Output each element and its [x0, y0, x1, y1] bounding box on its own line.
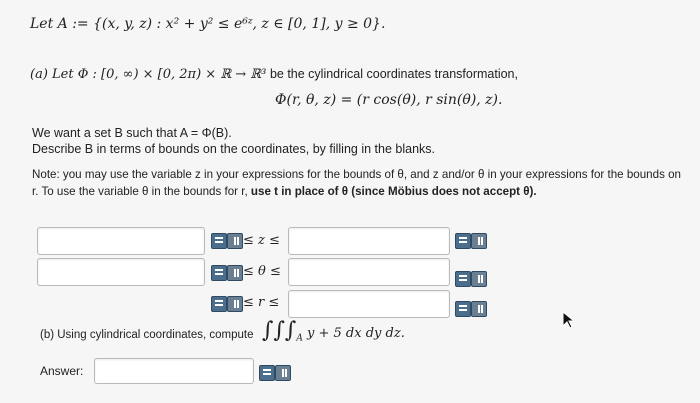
equation-editor-icon[interactable] — [455, 271, 471, 287]
task-instruction: Describe B in terms of bounds on the coordinates, by filling in the blanks. — [32, 142, 435, 156]
note-line-2-bold: use t in place of θ (since Möbius does not accept θ). — [247, 185, 537, 198]
equation-editor-icon[interactable] — [211, 233, 227, 249]
transform-description: be the cylindrical coordinates transformation, — [269, 67, 518, 81]
mouse-cursor-icon — [562, 311, 576, 329]
preview-icon[interactable] — [275, 365, 291, 381]
preview-icon[interactable] — [227, 233, 243, 249]
preview-icon[interactable] — [227, 265, 243, 281]
triple-integral — [262, 318, 405, 344]
theta-lower-bound-input[interactable] — [37, 258, 205, 286]
equation-editor-icon[interactable] — [455, 301, 471, 317]
integral-sign: ∫∫∫ — [262, 318, 297, 343]
transform-formula: Φ(r, θ, z) = (r cos(θ), r sin(θ), z). — [275, 92, 503, 108]
integral-domain: A — [296, 333, 303, 344]
preview-icon[interactable] — [471, 271, 487, 287]
z-relation: ≤ z ≤ — [243, 233, 280, 248]
r-relation: ≤ r ≤ — [243, 295, 280, 310]
equation-editor-icon[interactable] — [259, 365, 275, 381]
preview-icon[interactable] — [471, 233, 487, 249]
task-statement: We want a set B such that A = Φ(B). — [32, 126, 232, 140]
note-line-2 — [32, 185, 537, 198]
preview-icon[interactable] — [227, 296, 243, 312]
answer-input[interactable] — [94, 358, 254, 384]
set-definition: Let A := {(x, y, z) : x² + y² ≤ e⁶ᶻ, z ∈ [0, 1], y ≥ 0}. — [30, 16, 386, 32]
theta-upper-bound-input[interactable] — [288, 258, 450, 286]
note-line-1: Note: you may use the variable z in your expressions for the bounds of θ, and z and/or θ in your expressions for the bounds on — [32, 168, 681, 181]
integrand: y + 5 dx dy dz. — [307, 326, 405, 341]
preview-icon[interactable] — [471, 301, 487, 317]
r-upper-bound-input[interactable] — [288, 290, 450, 318]
part-b-prompt: (b) Using cylindrical coordinates, compute — [40, 329, 254, 341]
equation-editor-icon[interactable] — [211, 296, 227, 312]
z-upper-bound-input[interactable] — [288, 227, 450, 255]
answer-label: Answer: — [40, 364, 84, 378]
equation-editor-icon[interactable] — [455, 233, 471, 249]
note-line-2-start: r. To use the variable θ in the bounds for r, — [32, 185, 248, 198]
transform-signature: (a) Let Φ : [0, ∞) × [0, 2π) × ℝ → ℝ³ — [30, 67, 267, 82]
part-a-intro — [30, 66, 518, 82]
equation-editor-icon[interactable] — [211, 265, 227, 281]
z-lower-bound-input[interactable] — [37, 227, 205, 255]
theta-relation: ≤ θ ≤ — [243, 264, 281, 279]
